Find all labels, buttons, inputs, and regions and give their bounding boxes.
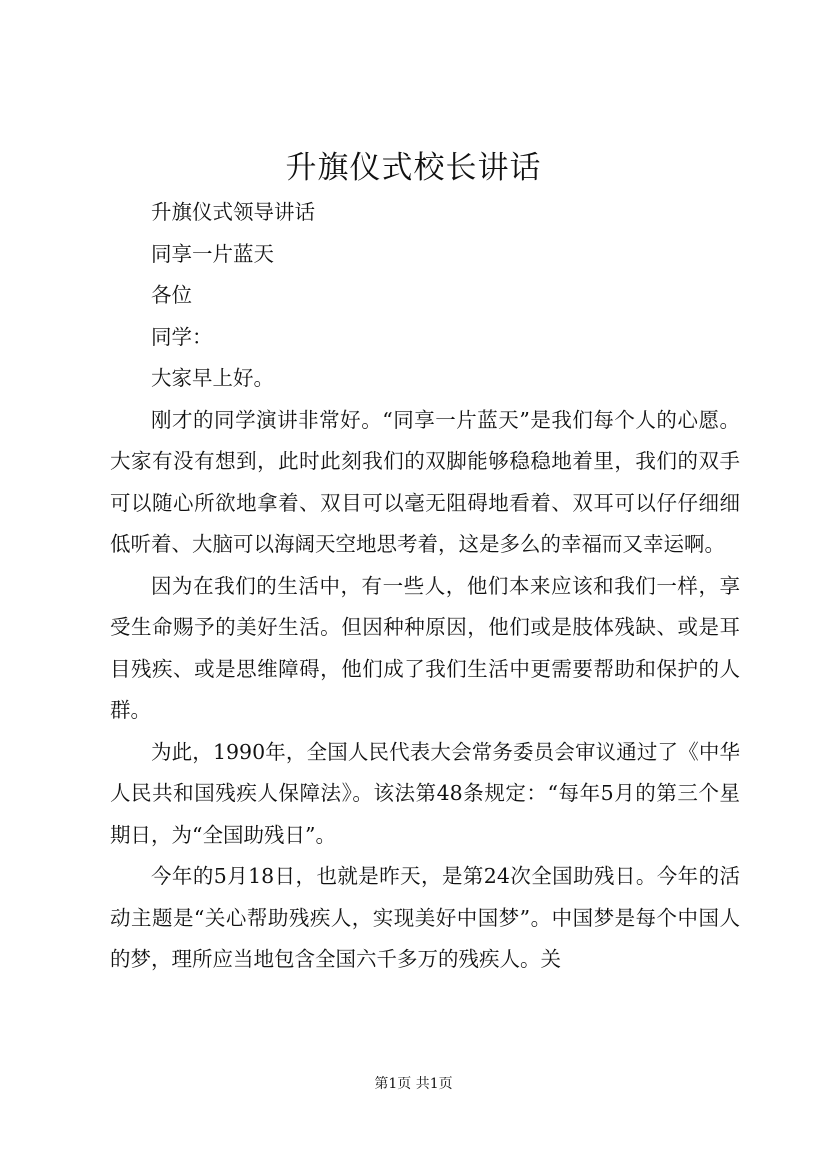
paragraph-salutation-2: 同学： (151, 324, 213, 349)
paragraph-body: 因为在我们的生活中，有一些人，他们本来应该和我们一样，享受生命赐予的美好生活。但因种种原因，他们或是肢体残缺、或是耳目残疾、或是思维障碍，他们成了我们生活中更需要帮助和保护的人群。 (110, 573, 740, 722)
document-title: 升旗仪式校长讲话 (285, 150, 542, 186)
paragraph-theme: 同享一片蓝天 (151, 241, 274, 266)
paragraph-body: 刚才的同学演讲非常好。“同享一片蓝天”是我们每个人的心愿。大家有没有想到，此时此刻我们的双脚能够稳稳地着里，我们的双手可以随心所欲地拿着、双目可以毫无阻碍地看着、双耳可以仔仔细细低听着、大脑可以海阔天空地思考着，这是多么的幸福而又幸运啊。 (110, 407, 740, 556)
page-footer: 第1页 共1页 (374, 1076, 453, 1092)
paragraph-salutation-1: 各位 (151, 283, 192, 307)
paragraph-heading: 升旗仪式领导讲话 (151, 200, 315, 224)
paragraph-body: 今年的5月18日，也就是昨天，是第24次全国助残日。今年的活动主题是“关心帮助残疾人，实现美好中国梦”。中国梦是每个中国人的梦，理所应当地包含全国六千多万的残疾人。关 (110, 864, 740, 971)
paragraph-greeting: 大家早上好。 (151, 366, 274, 390)
paragraph-body: 为此，1990年，全国人民代表大会常务委员会审议通过了《中华人民共和国残疾人保障法》。该法第48条规定：“每年5月的第三个星期日，为“全国助残日”。 (110, 739, 740, 847)
document-body (110, 192, 740, 981)
